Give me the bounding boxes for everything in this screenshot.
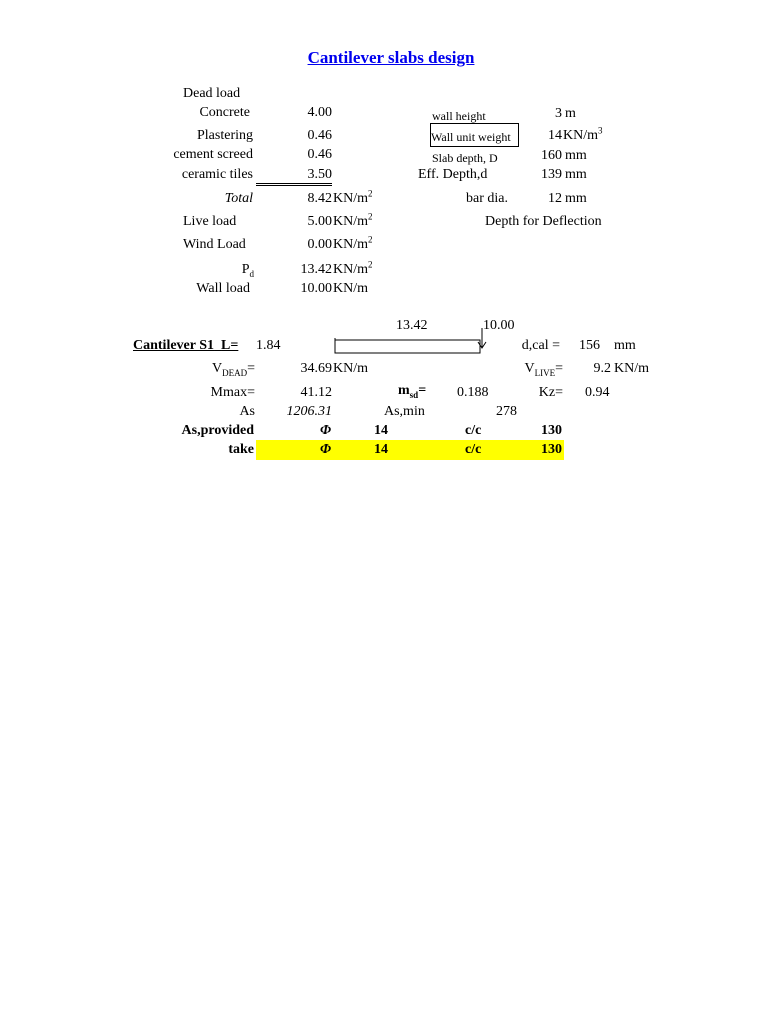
- pd-unit: $KN/m^2$: [333, 259, 373, 277]
- msd-value: 0.188: [457, 385, 489, 400]
- dcal-unit: mm: [614, 338, 636, 353]
- take-highlight: [256, 440, 564, 460]
- screed-value: 0.46: [307, 147, 332, 162]
- concrete-label: Concrete: [199, 105, 250, 120]
- live-load-label: Live load: [183, 214, 237, 229]
- asmin-label: As,min: [384, 404, 425, 419]
- as-provided-cc: c/c: [465, 423, 482, 438]
- eff-depth-unit: mm: [565, 167, 587, 182]
- v-live-unit: KN/m: [614, 361, 649, 376]
- take-dia: 14: [374, 442, 388, 457]
- slab-depth-unit: mm: [565, 148, 587, 163]
- wall-load-value: 10.00: [300, 281, 332, 296]
- mmax-value: 41.12: [300, 385, 332, 400]
- v-dead-value: 34.69: [300, 361, 332, 376]
- v-dead-unit: KN/m: [333, 361, 368, 376]
- eff-depth-value: 139: [541, 167, 562, 182]
- v-live-label: $V_{LIVE}=$: [524, 361, 563, 378]
- kz-value: 0.94: [585, 385, 610, 400]
- bar-dia-label: bar dia.: [466, 191, 508, 206]
- msd-label: $m_{sd}=$: [398, 383, 427, 400]
- slab-depth-value: 160: [541, 148, 562, 163]
- wall-height-label: wall height: [432, 109, 486, 123]
- tiles-label: ceramic tiles: [181, 167, 253, 182]
- cantilever-label: Cantilever S1 L=: [133, 338, 239, 353]
- as-provided-phi: Φ: [320, 423, 332, 438]
- slab-depth-label: Slab depth, D: [432, 151, 498, 165]
- cantilever-l-value: 1.84: [256, 338, 281, 353]
- slab-rect: [335, 340, 480, 353]
- bar-dia-unit: mm: [565, 191, 587, 206]
- v-live-value: 9.2: [593, 361, 611, 376]
- total-unit: $KN/m^2$: [333, 188, 373, 206]
- take-phi: Φ: [320, 442, 332, 457]
- wall-height-value: 3: [555, 106, 562, 121]
- wall-unit-weight-label: Wall unit weight: [431, 130, 511, 144]
- as-value: 1206.31: [286, 404, 332, 419]
- sketch-udl-label: 13.42: [396, 318, 428, 333]
- wall-load-unit: KN/m: [333, 281, 368, 296]
- as-provided-label: As,provided: [181, 423, 254, 438]
- plastering-label: Plastering: [197, 128, 253, 143]
- dead-load-heading: Dead load: [183, 86, 241, 101]
- live-load-value: 5.00: [307, 214, 332, 229]
- take-spacing: 130: [541, 442, 562, 457]
- wind-load-value: 0.00: [307, 237, 332, 252]
- asmin-value: 278: [496, 404, 517, 419]
- screed-label: cement screed: [173, 147, 253, 162]
- concrete-value: 4.00: [307, 105, 332, 120]
- wall-height-unit: m: [565, 106, 576, 121]
- as-provided-dia: 14: [374, 423, 388, 438]
- wall-unit-weight-unit: $KN/m^3$: [563, 125, 603, 143]
- dcal-value: 156: [579, 338, 600, 353]
- as-provided-spacing: 130: [541, 423, 562, 438]
- wall-load-label: Wall load: [196, 281, 250, 296]
- tiles-value: 3.50: [307, 167, 332, 182]
- deflection-label: Depth for Deflection: [485, 214, 602, 229]
- mmax-label: Mmax=: [210, 385, 255, 400]
- dcal-label: d,cal =: [521, 338, 560, 353]
- take-label: take: [228, 442, 254, 457]
- pd-value: 13.42: [300, 262, 332, 277]
- as-label: As: [239, 404, 255, 419]
- pd-label: $P_d$: [241, 262, 254, 279]
- wind-load-unit: $KN/m^2$: [333, 234, 373, 252]
- kz-label: Kz=: [538, 385, 563, 400]
- eff-depth-label: Eff. Depth,d: [418, 167, 488, 182]
- wall-unit-weight-value: 14: [548, 128, 562, 143]
- wind-load-label: Wind Load: [183, 237, 246, 252]
- page-title: Cantilever slabs design: [307, 48, 475, 67]
- total-label: Total: [224, 191, 253, 206]
- cantilever-sketch: [330, 325, 495, 360]
- live-load-unit: $KN/m^2$: [333, 211, 373, 229]
- sketch-point-label: 10.00: [483, 318, 515, 333]
- plastering-value: 0.46: [307, 128, 332, 143]
- v-dead-label: $V_{DEAD}=$: [211, 361, 255, 378]
- total-value: 8.42: [307, 191, 332, 206]
- total-double-rule: [256, 183, 332, 186]
- bar-dia-value: 12: [548, 191, 562, 206]
- take-cc: c/c: [465, 442, 482, 457]
